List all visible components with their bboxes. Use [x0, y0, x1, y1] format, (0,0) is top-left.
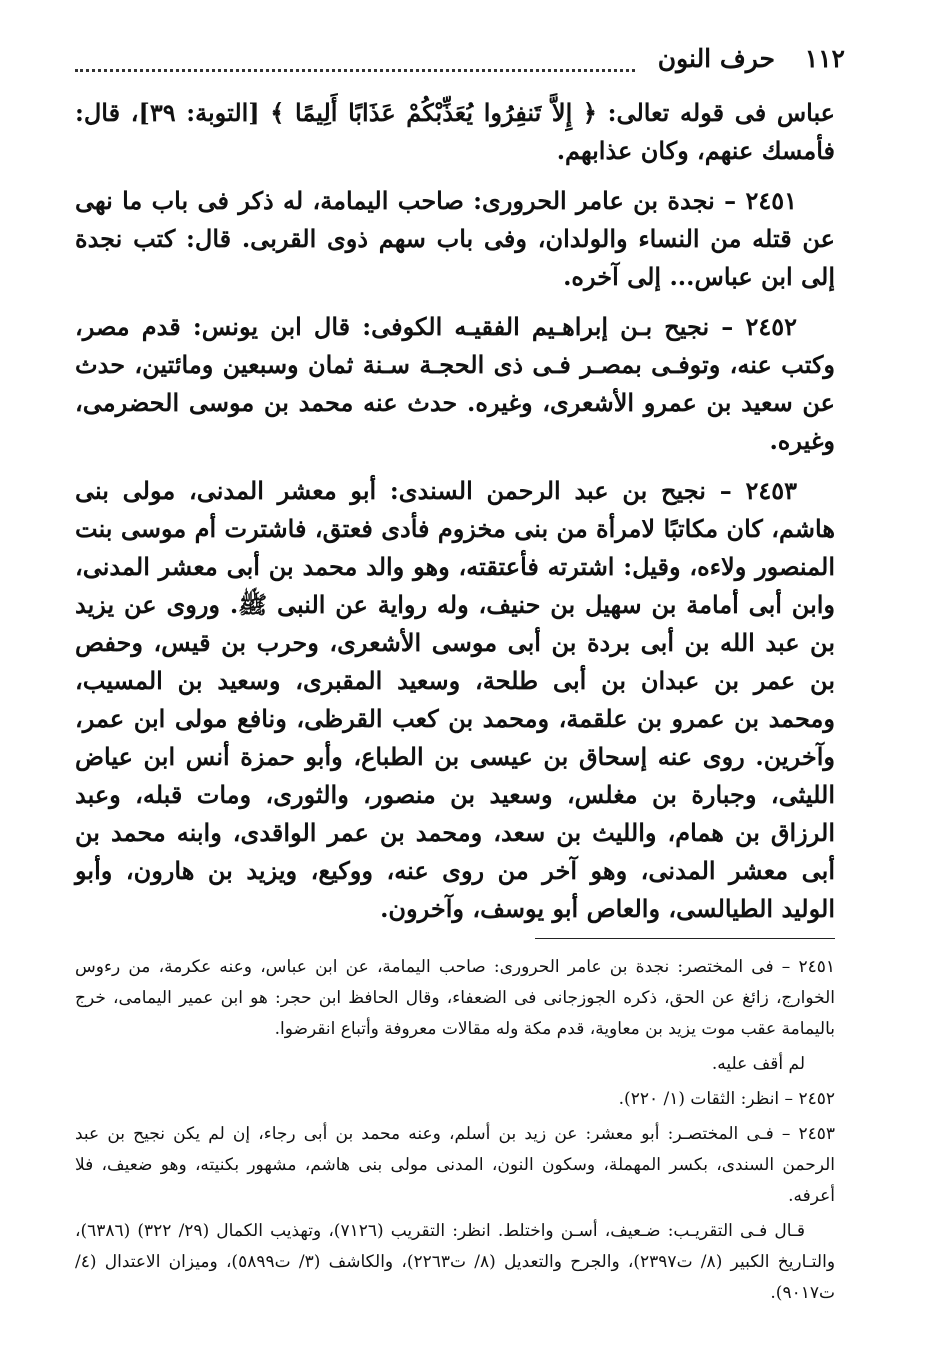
entry-2453: ٢٤٥٣ – نجيح بن عبد الرحمن السندى: أبو معشر المدنى، مولى بنى هاشم، كان مكاتبًا لامرأة من بنى مخزوم فأدى فعتق، فاشترت أم موسى بنت المنصور ولاءه، وقيل: اشترته فأعتقته، وهو والد محمد بن أبى معشر المدنى، وابن أبى أمامة بن سهيل بن حنيف، وله رواية عن النبى ﷺ. وروى عن يزيد بن عبد الله بن أبى بردة بن أبى موسى الأشعرى، وحرب بن قيس، وحفص بن عمر بن عبدان بن أبى طلحة، وسعيد المقبرى، وسعيد بن المسيب، ومحمد بن عمرو بن علقمة، ومحمد بن كعب القرظى، ونافع مولى ابن عمر، وآخرين. روى عنه إسحاق بن عيسى بن الطباع، وأبو حمزة أنس ابن عياض الليثى، وجبارة بن مغلس، وسعيد بن منصور، والثورى، ومات قبله، وعبد الرزاق بن همام، والليث بن سعد، ومحمد بن عمر الواقدى، وابنه محمد بن أبى معشر المدنى، وهو آخر من روى عنه، ووكيع، ويزيد بن هارون، وأبو الوليد الطيالسى، والعاص أبو يوسف، وآخرون.	[75, 476, 835, 923]
main-text	[75, 94, 835, 940]
footnote-2451: ٢٤٥١ – فى المختصر: نجدة بن عامر الحرورى: صاحب اليمامة، عن ابن عباس، وعنه عكرمة، من رءوس الخوارج، زائغ عن الحق، ذكره الجوزجانى فى الضعفاء، وقال الحافظ ابن حجر: هو ابن عمير اليمامى، خرج باليمامة عقب موت يزيد بن معاوية، قدم مكة وله مقالات معروفة وأتباع انقرضوا.	[75, 957, 835, 1039]
footnote-2451-note: لم أقف عليه.	[711, 1054, 805, 1074]
header-dotted-rule	[75, 69, 635, 72]
section-title: حرف النون	[657, 44, 775, 73]
footnotes	[75, 952, 835, 1313]
continuation-paragraph: عباس فى قوله تعالى: ﴿ إِلاَّ تَنفِرُوا يُعَذِّبْكُمْ عَذَابًا أَلِيمًا ﴾ [التوبة: ٣٩]، قال: فأمسك عنهم، وكان عذابهم.	[75, 98, 836, 165]
page-number: ١١٢	[804, 44, 845, 73]
entry-2451: ٢٤٥١ – نجدة بن عامر الحرورى: صاحب اليمامة، له ذكر فى باب ما نهى عن قتله من النساء والولدان، وفى باب سهم ذوى القربى. قال: كتب نجدة إلى ابن عباس... إلى آخره.	[75, 186, 835, 291]
footnote-2453: ٢٤٥٣ – فـى المختصـر: أبو معشر: عن زيد بن أسلم، وعنه محمد بن أبى رجاء، إن لم يكن نجيح بن عبد الرحمن السندى، بكسر المهملة، وسكون النون، المدنى مولى بنى هاشم، مشهور بكنيته، وهو ضعيف، فلا أعرفه.	[75, 1124, 835, 1206]
footnote-separator	[535, 938, 835, 939]
entry-2452: ٢٤٥٢ – نجيح بـن إبراهـيم الفقيـه الكوفى: قال ابن يونس: قدم مصر، وكتب عنه، وتوفـى بمصـر فـى ذى الحجـة سـنة ثمان وسبعين ومائتين، حدث عن سعيد بن عمرو الأشعرى، وغيره. حدث عنه محمد بن موسى الحضرمى، وغيره.	[75, 312, 835, 455]
page-header	[75, 42, 845, 82]
footnote-2452: ٢٤٥٢ – انظر: الثقات (١/ ٢٢٠).	[618, 1089, 835, 1109]
footnote-2453-continuation: قـال فـى التقريـب: ضـعيف، أسـن واختلط. انظر: التقريب (٧١٢٦)، وتهذيب الكمال (٢٩/ ٣٢٢) (٦٣٨٦)، والتـاريخ الكبير (٨/ ت٢٣٩٧)، والجرح والتعديل (٨/ ت٢٢٦٣)، والكاشف (٣/ ت٥٨٩٩)، وميزان الاعتدال (٤/ ت٩٠١٧).	[75, 1221, 836, 1303]
